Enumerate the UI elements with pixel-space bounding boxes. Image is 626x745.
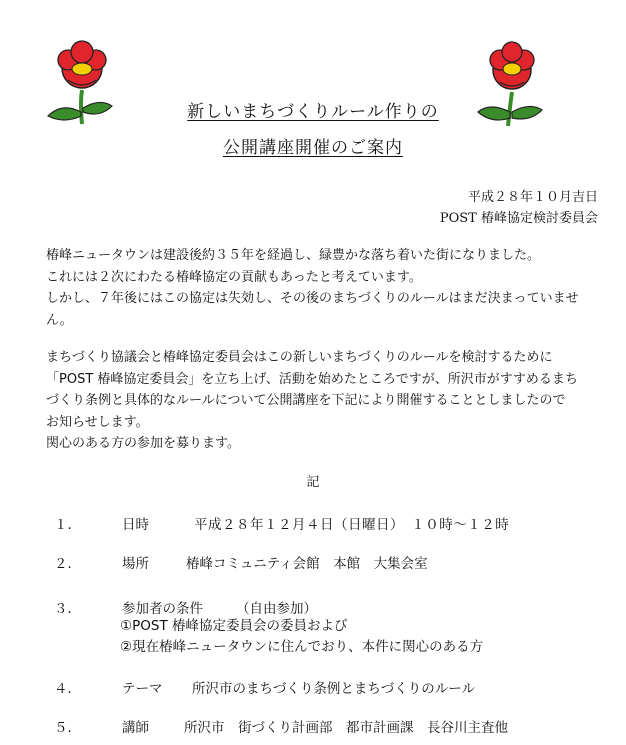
item-number: ３． [54,601,81,617]
item-label: 参加者の条件 [122,601,203,617]
paragraph-line: まちづくり協議会と椿峰協定委員会はこの新しいまちづくりのルールを検討するために [46,350,553,365]
organization-name: POST 椿峰協定検討委員会 [439,211,598,226]
item-lecturer [46,716,616,736]
paragraph-line: 椿峰ニュータウンは建設後約３５年を経過し、緑豊かな落ち着いた街になりました。 [46,248,541,263]
item-number: １． [54,517,81,533]
paragraph-line: づくり条例と具体的なルールについて公開講座を下記により開催することとしましたので [46,393,566,408]
paragraph-line: 関心のある方の参加を募ります。 [46,436,240,451]
item-number: ５． [54,720,81,736]
item-label: テーマ [122,681,163,697]
intro-paragraph [46,245,606,331]
issue-date: 平成２８年１０月吉日 [467,190,598,205]
item-theme [46,677,616,697]
paragraph-line: 「POST 椿峰協定委員会」を立ち上げ、活動を始めたところですが、所沢市がすすめるまち [46,371,578,387]
item-label: 講師 [122,720,149,736]
item-label: 場所 [122,556,149,572]
item-label: 日時 [122,517,149,533]
title-line-2: 公開講座開催のご案内 [223,138,403,158]
item-datetime [46,513,616,533]
participant-condition: ①POST 椿峰協定委員会の委員および [120,618,348,634]
item-value: 平成２８年１２月４日（日曜日） １０時～１２時 [194,517,510,533]
ki-heading: 記 [306,475,320,490]
item-value: 所沢市 街づくり計画部 都市計画課 長谷川主査他 [184,720,508,736]
item-value: 所沢市のまちづくり条例とまちづくりのルール [192,681,475,697]
title-line-1: 新しいまちづくりルール作りの [187,102,439,122]
paragraph-line: お知らせします。 [46,414,149,430]
participant-condition: ②現在椿峰ニュータウンに住んでおり、本件に関心のある方 [120,639,484,655]
item-number: ２． [54,556,81,572]
item-value: 椿峰コミュニティ会館 本館 大集会室 [186,556,428,572]
paragraph-line: しかし、７年後にはこの協定は失効し、その後のまちづくりのルールはまだ決まっていませ [46,291,579,306]
item-place [46,552,616,572]
item-value: （自由参加） [236,601,317,617]
item-number: ４． [54,681,81,697]
paragraph-line: ん。 [46,312,73,328]
paragraph-line: これには２次にわたる椿峰協定の貢献もあったと考えています。 [46,269,422,285]
announcement-paragraph [46,347,606,455]
